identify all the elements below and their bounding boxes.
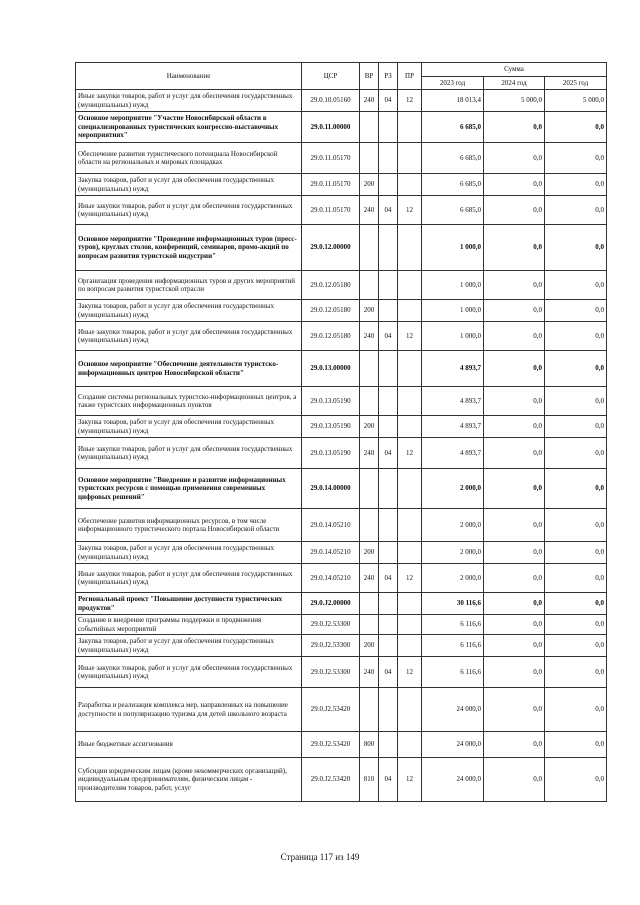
col-header-vr: ВР bbox=[360, 63, 379, 90]
row-csr: 29.0.12.05180 bbox=[302, 300, 360, 322]
row-name: Организация проведения информационных туров и других мероприятий по вопросам развития туристской отрасли bbox=[76, 271, 302, 300]
row-pr: 12 bbox=[398, 758, 422, 802]
col-header-rz: РЗ bbox=[379, 63, 398, 90]
row-name: Иные закупки товаров, работ и услуг для обеспечения государственных (муниципальных) нужд bbox=[76, 564, 302, 593]
row-sum-2025: 0,0 bbox=[545, 416, 607, 438]
table-row bbox=[76, 615, 607, 635]
row-sum-2023: 2 000,0 bbox=[422, 542, 484, 564]
row-pr bbox=[398, 271, 422, 300]
table-row bbox=[76, 509, 607, 542]
row-sum-2023: 4 893,7 bbox=[422, 351, 484, 387]
row-rz: 04 bbox=[379, 322, 398, 351]
row-sum-2025: 0,0 bbox=[545, 174, 607, 196]
row-sum-2025: 0,0 bbox=[545, 542, 607, 564]
row-pr bbox=[398, 615, 422, 635]
row-vr: 200 bbox=[360, 300, 379, 322]
row-rz bbox=[379, 143, 398, 174]
row-sum-2024: 0,0 bbox=[484, 758, 545, 802]
row-vr: 200 bbox=[360, 635, 379, 657]
row-name: Закупка товаров, работ и услуг для обеспечения государственных (муниципальных) нужд bbox=[76, 300, 302, 322]
table-row bbox=[76, 635, 607, 657]
row-name: Разработка и реализация комплекса мер, направленных на повышение доступности и популяризацию туризма для детей школьного возраста bbox=[76, 688, 302, 732]
row-pr bbox=[398, 593, 422, 615]
table-row bbox=[76, 542, 607, 564]
row-pr: 12 bbox=[398, 564, 422, 593]
table-row bbox=[76, 351, 607, 387]
row-name: Обеспечение развития туристического потенциала Новосибирской области на региональных и мировых площадках bbox=[76, 143, 302, 174]
row-rz: 04 bbox=[379, 657, 398, 688]
header-row-top bbox=[76, 63, 607, 77]
row-csr: 29.0.J2.53420 bbox=[302, 758, 360, 802]
table-row bbox=[76, 758, 607, 802]
row-sum-2023: 24 000,0 bbox=[422, 758, 484, 802]
table-row bbox=[76, 657, 607, 688]
row-sum-2023: 6 116,6 bbox=[422, 657, 484, 688]
row-rz bbox=[379, 387, 398, 416]
table-row bbox=[76, 90, 607, 112]
budget-table-body bbox=[76, 90, 607, 802]
row-csr: 29.0.J2.53300 bbox=[302, 635, 360, 657]
table-row bbox=[76, 593, 607, 615]
row-vr: 240 bbox=[360, 564, 379, 593]
row-pr bbox=[398, 143, 422, 174]
row-sum-2024: 0,0 bbox=[484, 143, 545, 174]
row-sum-2024: 0,0 bbox=[484, 615, 545, 635]
row-vr bbox=[360, 615, 379, 635]
row-sum-2024: 0,0 bbox=[484, 657, 545, 688]
row-rz bbox=[379, 416, 398, 438]
row-vr: 200 bbox=[360, 174, 379, 196]
row-name: Закупка товаров, работ и услуг для обеспечения государственных (муниципальных) нужд bbox=[76, 542, 302, 564]
row-sum-2024: 0,0 bbox=[484, 300, 545, 322]
row-sum-2025: 0,0 bbox=[545, 112, 607, 143]
row-csr: 29.0.14.05210 bbox=[302, 542, 360, 564]
table-row bbox=[76, 688, 607, 732]
row-vr: 240 bbox=[360, 196, 379, 225]
row-csr: 29.0.11.05170 bbox=[302, 143, 360, 174]
row-csr: 29.0.13.00000 bbox=[302, 351, 360, 387]
table-row bbox=[76, 732, 607, 758]
row-name: Иные закупки товаров, работ и услуг для обеспечения государственных (муниципальных) нужд bbox=[76, 657, 302, 688]
row-name: Иные бюджетные ассигнования bbox=[76, 732, 302, 758]
row-sum-2024: 0,0 bbox=[484, 732, 545, 758]
row-sum-2024: 5 000,0 bbox=[484, 90, 545, 112]
row-sum-2023: 1 000,0 bbox=[422, 271, 484, 300]
row-rz bbox=[379, 635, 398, 657]
row-name: Закупка товаров, работ и услуг для обеспечения государственных (муниципальных) нужд bbox=[76, 416, 302, 438]
row-sum-2023: 6 685,0 bbox=[422, 196, 484, 225]
row-sum-2023: 6 685,0 bbox=[422, 143, 484, 174]
row-csr: 29.0.14.00000 bbox=[302, 469, 360, 509]
row-rz: 04 bbox=[379, 758, 398, 802]
row-sum-2023: 30 116,6 bbox=[422, 593, 484, 615]
row-sum-2024: 0,0 bbox=[484, 688, 545, 732]
row-sum-2024: 0,0 bbox=[484, 635, 545, 657]
row-csr: 29.0.J2.53420 bbox=[302, 732, 360, 758]
row-sum-2025: 0,0 bbox=[545, 300, 607, 322]
row-pr bbox=[398, 351, 422, 387]
table-row bbox=[76, 300, 607, 322]
col-header-name: Наименование bbox=[76, 63, 302, 90]
row-vr bbox=[360, 387, 379, 416]
col-header-pr: ПР bbox=[398, 63, 422, 90]
row-vr: 810 bbox=[360, 758, 379, 802]
row-rz: 04 bbox=[379, 196, 398, 225]
row-sum-2024: 0,0 bbox=[484, 469, 545, 509]
row-sum-2024: 0,0 bbox=[484, 351, 545, 387]
row-rz bbox=[379, 174, 398, 196]
row-rz bbox=[379, 688, 398, 732]
row-sum-2025: 5 000,0 bbox=[545, 90, 607, 112]
row-sum-2025: 0,0 bbox=[545, 387, 607, 416]
row-pr bbox=[398, 112, 422, 143]
table-row bbox=[76, 387, 607, 416]
row-sum-2024: 0,0 bbox=[484, 509, 545, 542]
row-sum-2023: 6 116,6 bbox=[422, 615, 484, 635]
page-number-footer: Страница 117 из 149 bbox=[280, 852, 360, 862]
row-sum-2023: 6 685,0 bbox=[422, 174, 484, 196]
row-vr bbox=[360, 225, 379, 271]
row-pr bbox=[398, 387, 422, 416]
row-rz: 04 bbox=[379, 564, 398, 593]
table-row bbox=[76, 564, 607, 593]
row-sum-2024: 0,0 bbox=[484, 416, 545, 438]
row-sum-2025: 0,0 bbox=[545, 688, 607, 732]
row-pr bbox=[398, 225, 422, 271]
row-vr: 240 bbox=[360, 657, 379, 688]
row-csr: 29.0.J2.53300 bbox=[302, 657, 360, 688]
row-pr: 12 bbox=[398, 657, 422, 688]
row-sum-2025: 0,0 bbox=[545, 196, 607, 225]
row-rz bbox=[379, 225, 398, 271]
row-sum-2025: 0,0 bbox=[545, 758, 607, 802]
col-header-sum: Сумма bbox=[422, 63, 607, 77]
budget-table bbox=[75, 62, 607, 802]
row-sum-2025: 0,0 bbox=[545, 351, 607, 387]
row-rz: 04 bbox=[379, 90, 398, 112]
row-sum-2024: 0,0 bbox=[484, 225, 545, 271]
row-csr: 29.0.13.05190 bbox=[302, 416, 360, 438]
row-vr bbox=[360, 509, 379, 542]
row-csr: 29.0.11.05170 bbox=[302, 174, 360, 196]
row-pr: 12 bbox=[398, 322, 422, 351]
row-sum-2025: 0,0 bbox=[545, 564, 607, 593]
row-vr: 240 bbox=[360, 90, 379, 112]
row-name: Иные закупки товаров, работ и услуг для обеспечения государственных (муниципальных) нужд bbox=[76, 438, 302, 469]
table-row bbox=[76, 196, 607, 225]
row-sum-2025: 0,0 bbox=[545, 593, 607, 615]
row-sum-2023: 18 013,4 bbox=[422, 90, 484, 112]
row-sum-2023: 2 000,0 bbox=[422, 509, 484, 542]
row-rz bbox=[379, 593, 398, 615]
row-vr bbox=[360, 469, 379, 509]
row-sum-2024: 0,0 bbox=[484, 542, 545, 564]
row-sum-2024: 0,0 bbox=[484, 271, 545, 300]
row-csr: 29.0.J2.53420 bbox=[302, 688, 360, 732]
row-sum-2024: 0,0 bbox=[484, 196, 545, 225]
row-rz bbox=[379, 271, 398, 300]
row-sum-2023: 6 116,6 bbox=[422, 635, 484, 657]
row-name: Субсидии юридическим лицам (кроме некоммерческих организаций), индивидуальным предпринимателям, физическим лицам - производителям товаров, работ, услуг bbox=[76, 758, 302, 802]
row-vr bbox=[360, 593, 379, 615]
row-sum-2025: 0,0 bbox=[545, 469, 607, 509]
row-sum-2023: 2 000,0 bbox=[422, 469, 484, 509]
table-row bbox=[76, 174, 607, 196]
row-vr: 800 bbox=[360, 732, 379, 758]
col-header-2024: 2024 год bbox=[484, 77, 545, 90]
row-csr: 29.0.13.05190 bbox=[302, 387, 360, 416]
row-vr: 200 bbox=[360, 416, 379, 438]
row-sum-2024: 0,0 bbox=[484, 438, 545, 469]
row-sum-2023: 2 000,0 bbox=[422, 564, 484, 593]
row-pr bbox=[398, 688, 422, 732]
row-pr: 12 bbox=[398, 90, 422, 112]
row-sum-2023: 24 000,0 bbox=[422, 732, 484, 758]
row-csr: 29.0.10.05160 bbox=[302, 90, 360, 112]
row-rz bbox=[379, 300, 398, 322]
row-sum-2025: 0,0 bbox=[545, 732, 607, 758]
table-row bbox=[76, 225, 607, 271]
row-sum-2025: 0,0 bbox=[545, 225, 607, 271]
row-sum-2024: 0,0 bbox=[484, 322, 545, 351]
row-rz: 04 bbox=[379, 438, 398, 469]
row-sum-2023: 24 000,0 bbox=[422, 688, 484, 732]
row-csr: 29.0.11.00000 bbox=[302, 112, 360, 143]
row-csr: 29.0.J2.53300 bbox=[302, 615, 360, 635]
table-row bbox=[76, 322, 607, 351]
row-name: Основное мероприятие "Проведение информационных туров (пресс-туров), круглых столов, конференций, семинаров, промо-акций по вопросам развития туристской индустрии" bbox=[76, 225, 302, 271]
row-csr: 29.0.14.05210 bbox=[302, 564, 360, 593]
row-sum-2024: 0,0 bbox=[484, 593, 545, 615]
row-vr bbox=[360, 688, 379, 732]
row-name: Иные закупки товаров, работ и услуг для обеспечения государственных (муниципальных) нужд bbox=[76, 90, 302, 112]
row-csr: 29.0.J2.00000 bbox=[302, 593, 360, 615]
row-name: Основное мероприятие "Участие Новосибирской области в специализированных туристических конгрессно-выставочных мероприятиях" bbox=[76, 112, 302, 143]
row-rz bbox=[379, 112, 398, 143]
row-rz bbox=[379, 351, 398, 387]
row-pr bbox=[398, 635, 422, 657]
row-sum-2023: 1 000,0 bbox=[422, 322, 484, 351]
row-csr: 29.0.13.05190 bbox=[302, 438, 360, 469]
row-name: Региональный проект "Повышение доступности туристических продуктов" bbox=[76, 593, 302, 615]
row-sum-2025: 0,0 bbox=[545, 271, 607, 300]
row-vr bbox=[360, 143, 379, 174]
row-sum-2024: 0,0 bbox=[484, 387, 545, 416]
row-pr bbox=[398, 542, 422, 564]
row-pr bbox=[398, 509, 422, 542]
row-vr bbox=[360, 112, 379, 143]
row-rz bbox=[379, 615, 398, 635]
row-sum-2024: 0,0 bbox=[484, 564, 545, 593]
row-sum-2024: 0,0 bbox=[484, 174, 545, 196]
row-name: Иные закупки товаров, работ и услуг для обеспечения государственных (муниципальных) нужд bbox=[76, 322, 302, 351]
row-sum-2023: 6 685,0 bbox=[422, 112, 484, 143]
row-pr: 12 bbox=[398, 196, 422, 225]
col-header-csr: ЦСР bbox=[302, 63, 360, 90]
table-row bbox=[76, 112, 607, 143]
table-row bbox=[76, 438, 607, 469]
row-csr: 29.0.11.05170 bbox=[302, 196, 360, 225]
row-csr: 29.0.12.05180 bbox=[302, 322, 360, 351]
row-rz bbox=[379, 509, 398, 542]
row-sum-2025: 0,0 bbox=[545, 615, 607, 635]
col-header-2025: 2025 год bbox=[545, 77, 607, 90]
table-row bbox=[76, 469, 607, 509]
row-name: Закупка товаров, работ и услуг для обеспечения государственных (муниципальных) нужд bbox=[76, 174, 302, 196]
row-sum-2025: 0,0 bbox=[545, 322, 607, 351]
row-name: Создание и внедрение программы поддержки и продвижения событийных мероприятий bbox=[76, 615, 302, 635]
row-vr: 240 bbox=[360, 322, 379, 351]
row-csr: 29.0.14.05210 bbox=[302, 509, 360, 542]
row-name: Создание системы региональных туристско-информационных центров, а также туристских информационных пунктов bbox=[76, 387, 302, 416]
row-vr: 200 bbox=[360, 542, 379, 564]
table-row bbox=[76, 143, 607, 174]
row-name: Обеспечение развития информационных ресурсов, в том числе информационного туристического портала Новосибирской области bbox=[76, 509, 302, 542]
row-rz bbox=[379, 542, 398, 564]
row-sum-2023: 4 893,7 bbox=[422, 387, 484, 416]
row-rz bbox=[379, 469, 398, 509]
row-pr bbox=[398, 469, 422, 509]
row-sum-2025: 0,0 bbox=[545, 438, 607, 469]
row-pr bbox=[398, 300, 422, 322]
row-sum-2025: 0,0 bbox=[545, 143, 607, 174]
row-pr bbox=[398, 174, 422, 196]
row-sum-2024: 0,0 bbox=[484, 112, 545, 143]
budget-table-sheet bbox=[75, 62, 606, 802]
row-rz bbox=[379, 732, 398, 758]
table-row bbox=[76, 416, 607, 438]
row-name: Закупка товаров, работ и услуг для обеспечения государственных (муниципальных) нужд bbox=[76, 635, 302, 657]
col-header-2023: 2023 год bbox=[422, 77, 484, 90]
row-sum-2025: 0,0 bbox=[545, 509, 607, 542]
table-row bbox=[76, 271, 607, 300]
row-csr: 29.0.12.00000 bbox=[302, 225, 360, 271]
row-sum-2023: 1 000,0 bbox=[422, 300, 484, 322]
row-vr bbox=[360, 271, 379, 300]
row-csr: 29.0.12.05180 bbox=[302, 271, 360, 300]
row-sum-2023: 1 000,0 bbox=[422, 225, 484, 271]
row-sum-2025: 0,0 bbox=[545, 635, 607, 657]
row-sum-2025: 0,0 bbox=[545, 657, 607, 688]
row-vr bbox=[360, 351, 379, 387]
row-pr bbox=[398, 732, 422, 758]
row-vr: 240 bbox=[360, 438, 379, 469]
row-pr bbox=[398, 416, 422, 438]
row-pr: 12 bbox=[398, 438, 422, 469]
row-name: Иные закупки товаров, работ и услуг для обеспечения государственных (муниципальных) нужд bbox=[76, 196, 302, 225]
row-sum-2023: 4 893,7 bbox=[422, 416, 484, 438]
row-sum-2023: 4 893,7 bbox=[422, 438, 484, 469]
row-name: Основное мероприятие "Обеспечение деятельности туристско-информационных центров Новосибирской области" bbox=[76, 351, 302, 387]
row-name: Основное мероприятие "Внедрение и развитие информационных туристских ресурсов с помощью применения современных цифровых решений" bbox=[76, 469, 302, 509]
